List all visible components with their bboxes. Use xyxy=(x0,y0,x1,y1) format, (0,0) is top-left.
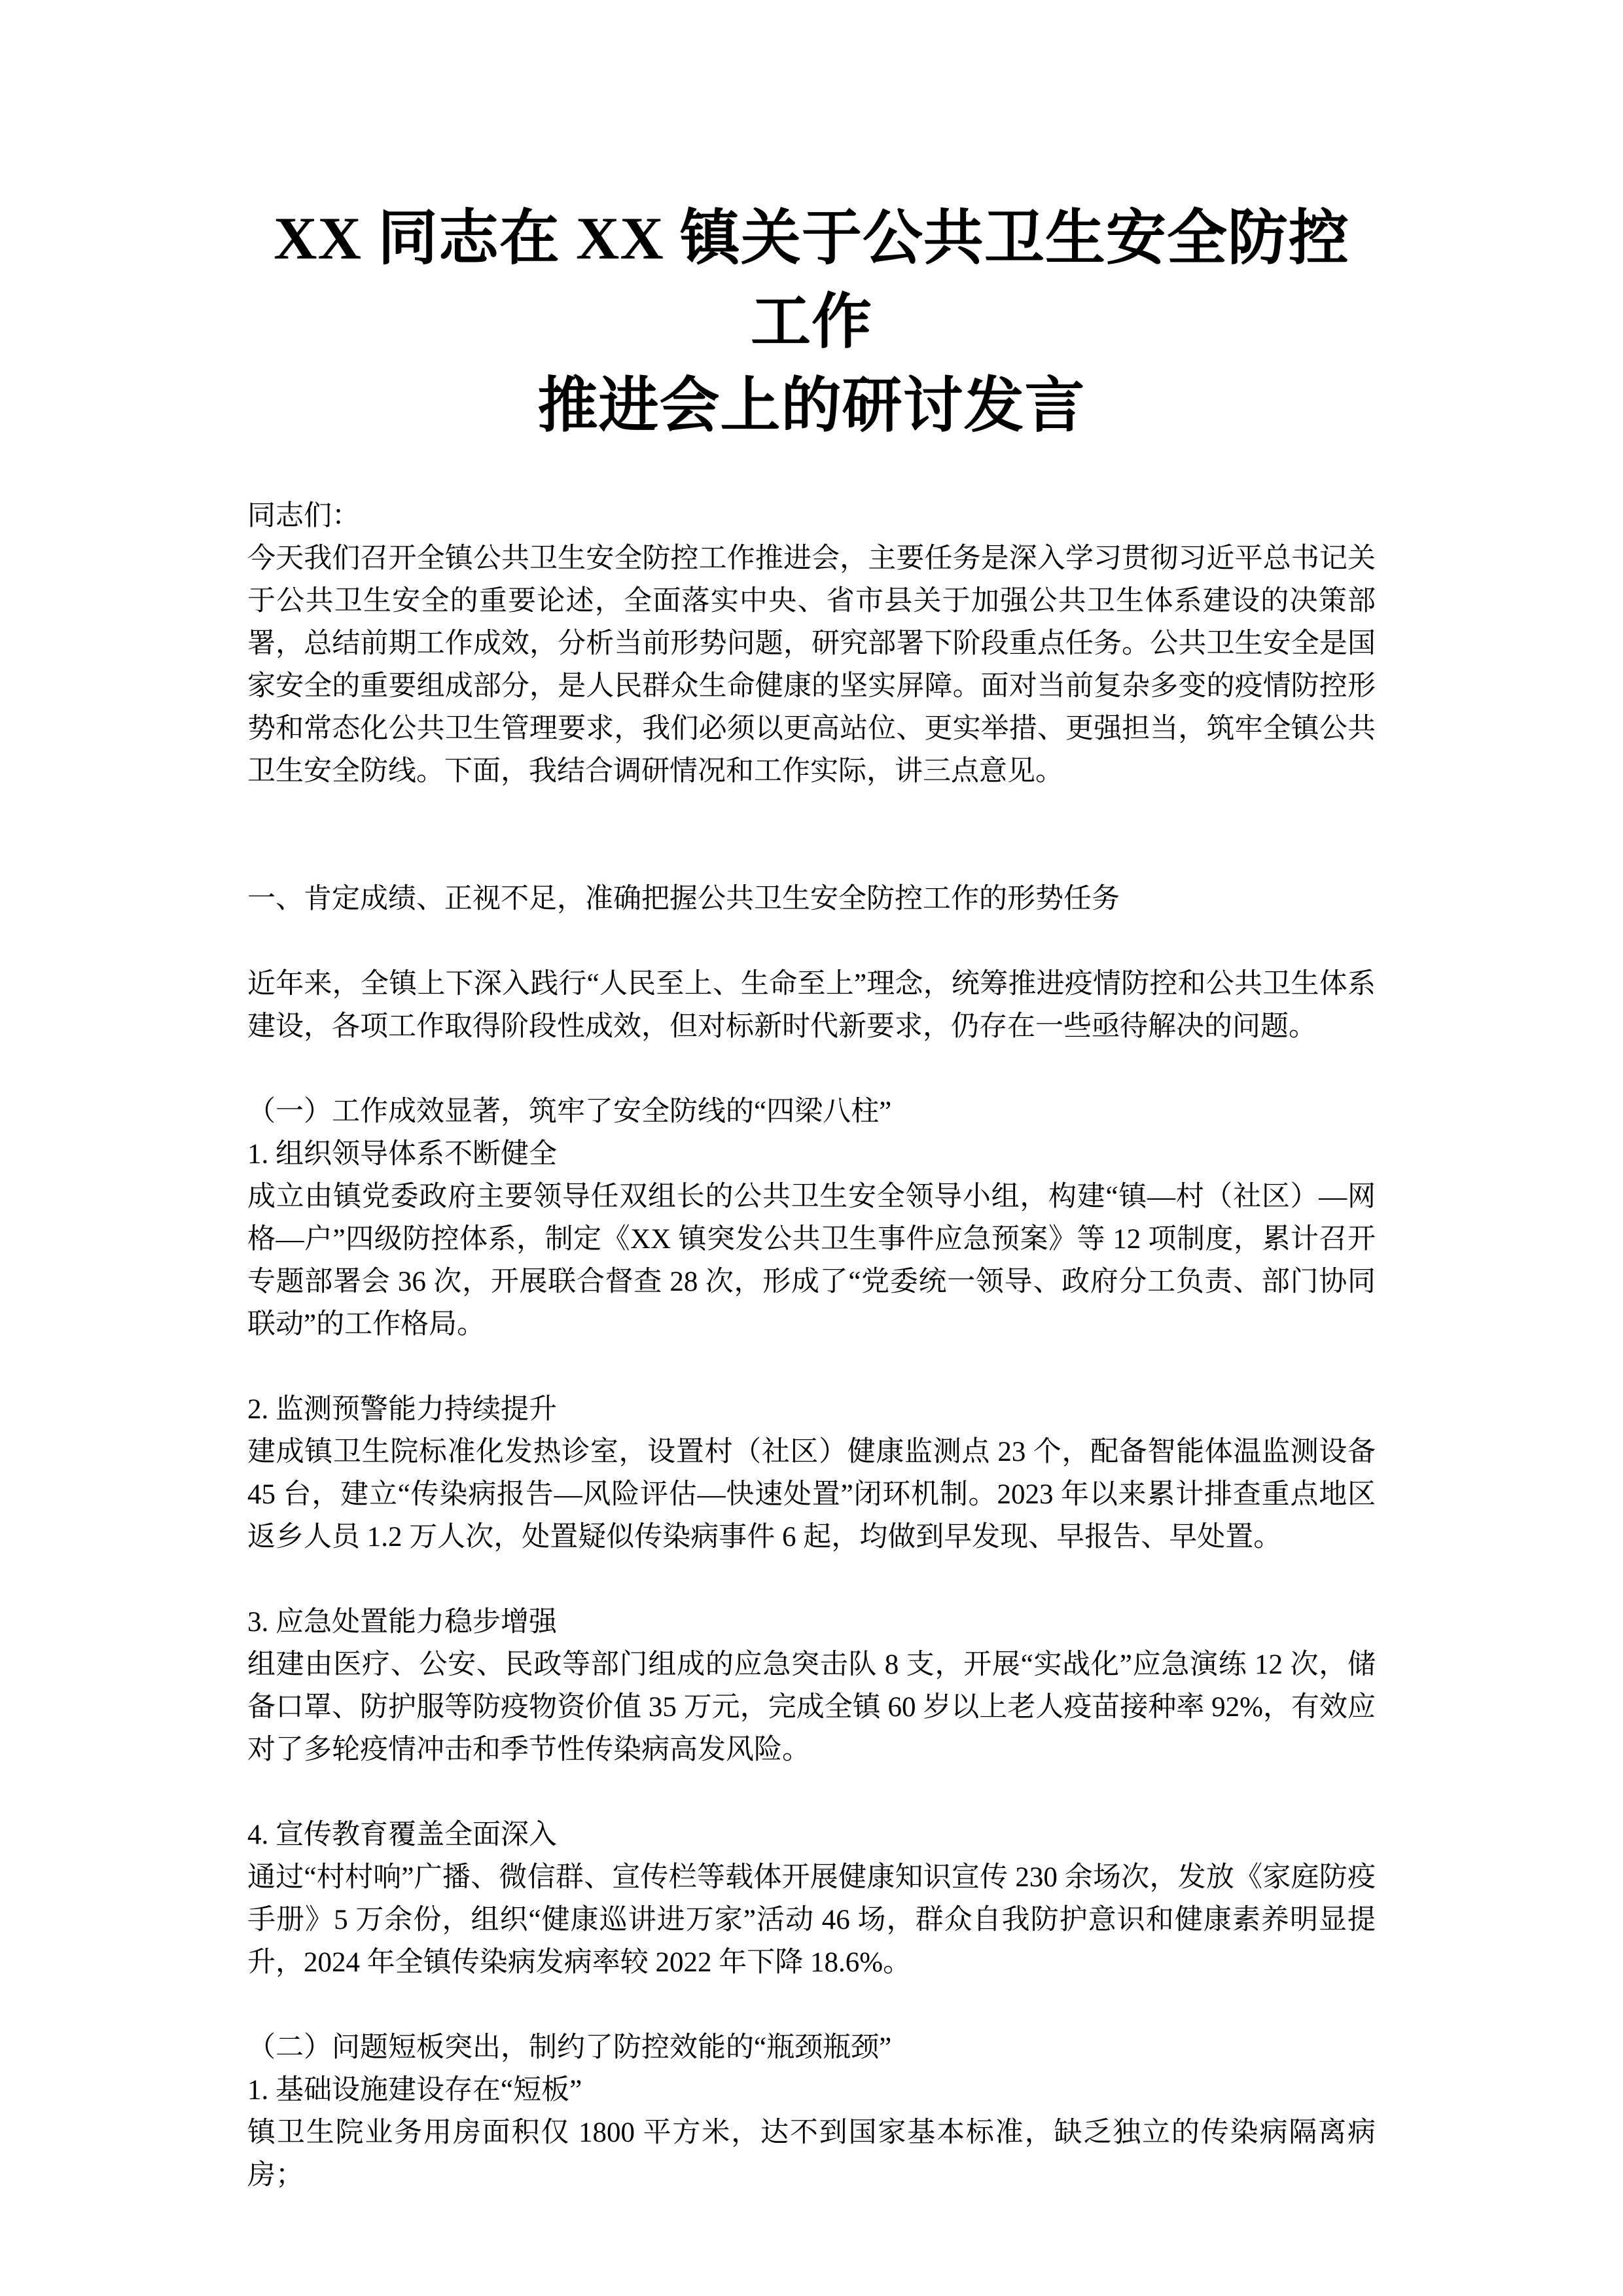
subsection-1-1-item-2-title: 2. 监测预警能力持续提升 xyxy=(247,1394,557,1425)
opening-paragraph: 今天我们召开全镇公共卫生安全防控工作推进会，主要任务是深入学习贯彻习近平总书记关于公共卫生安全的重要论述，全面落实中央、省市县关于加强公共卫生体系建设的决策部署，总结前期工作成效，分析当前形势问题，研究部署下阶段重点任务。公共卫生安全是国家安全的重要组成部分，是人民群众生命健康的坚实屏障。面对当前复杂多变的疫情防控形势和常态化公共卫生管理要求，我们必须以更高站位、更实举措、更强担当，筑牢全镇公共卫生安全防线。下面，我结合调研情况和工作实际，讲三点意见。 xyxy=(247,543,1376,787)
subsection-1-1-item-1-body: 成立由镇党委政府主要领导任双组长的公共卫生安全领导小组，构建“镇—村（社区）—网格—户”四级防控体系，制定《XX 镇突发公共卫生事件应急预案》等 12 项制度，累计召开专题部署会 36 次，开展联合督查 28 次，形成了“党委统一领导、政府分工负责、部门协同联动”的工作格局。 xyxy=(247,1181,1376,1340)
document-title-line-2: 推进会上的研讨发言 xyxy=(537,372,1086,439)
subsection-1-1-item-4-body: 通过“村村响”广播、微信群、宣传栏等载体开展健康知识宣传 230 余场次，发放《家庭防疫手册》5 万余份，组织“健康巡讲进万家”活动 46 场，群众自我防护意识和健康素养明显提升，2024 年全镇传染病发病率较 2022 年下降 18.6%。 xyxy=(247,1862,1376,1978)
salutation: 同志们： xyxy=(247,501,360,531)
document-title-line-1: XX 同志在 XX 镇关于公共卫生安全防控工作 xyxy=(274,205,1349,355)
subsection-1-1-item-3-body: 组建由医疗、公安、民政等部门组成的应急突击队 8 支，开展“实战化”应急演练 12 次，储备口罩、防护服等防疫物资价值 35 万元，完成全镇 60 岁以上老人疫苗接种率 92%，有效应对了多轮疫情冲击和季节性传染病高发风险。 xyxy=(247,1649,1376,1765)
subsection-1-1-item-3-title: 3. 应急处置能力稳步增强 xyxy=(247,1607,557,1638)
subsection-1-1-item-2-body: 建成镇卫生院标准化发热诊室，设置村（社区）健康监测点 23 个，配备智能体温监测设备 45 台，建立“传染病报告—风险评估—快速处置”闭环机制。2023 年以来累计排查重点地区返乡人员 1.2 万人次，处置疑似传染病事件 6 起，均做到早发现、早报告、早处置。 xyxy=(247,1437,1376,1552)
subsection-1-2-item-1-body: 镇卫生院业务用房面积仅 1800 平方米，达不到国家基本标准，缺乏独立的传染病隔离病房； xyxy=(247,2117,1376,2191)
document-title xyxy=(247,196,1376,448)
subsection-1-2-item-1-title: 1. 基础设施建设存在“短板” xyxy=(247,2075,582,2106)
section-1-intro-paragraph: 近年来，全镇上下深入践行“人民至上、生命至上”理念，统筹推进疫情防控和公共卫生体系建设，各项工作取得阶段性成效，但对标新时代新要求，仍存在一些亟待解决的问题。 xyxy=(247,969,1376,1042)
subsection-1-1-heading: （一）工作成效显著，筑牢了安全防线的“四梁八柱” xyxy=(247,1096,892,1127)
subsection-1-1-item-1-title: 1. 组织领导体系不断健全 xyxy=(247,1139,557,1170)
subsection-1-1-item-4-title: 4. 宣传教育覆盖全面深入 xyxy=(247,1820,557,1850)
section-1-heading: 一、肯定成绩、正视不足，准确把握公共卫生安全防控工作的形势任务 xyxy=(247,884,1120,914)
subsection-1-2-heading: （二）问题短板突出，制约了防控效能的“瓶颈瓶颈” xyxy=(247,2032,892,2063)
